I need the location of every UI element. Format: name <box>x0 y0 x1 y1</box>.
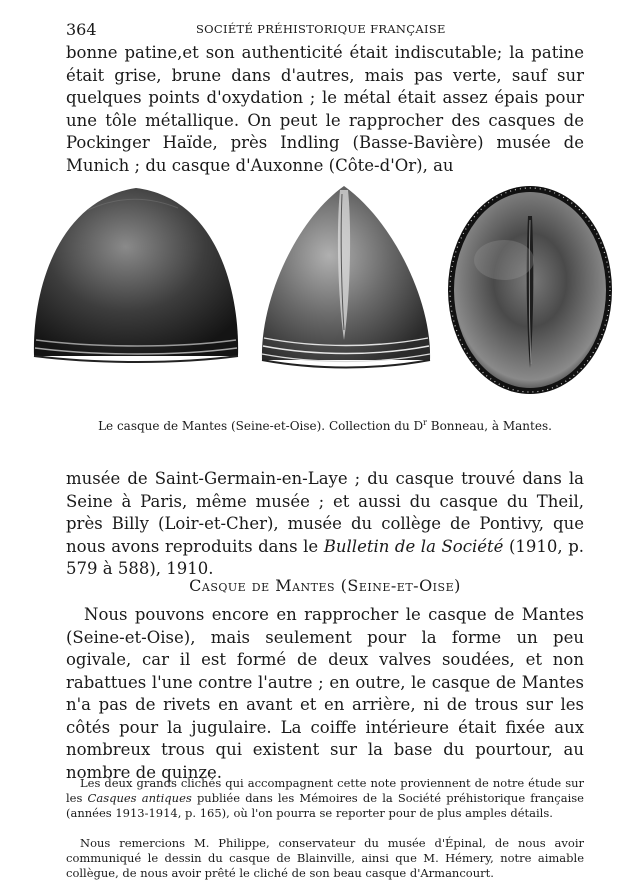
paragraph-3: Nous pouvons encore en rapprocher le casque de Mantes (Seine-et-Oise), mais seulement pour la forme un peu ogivale, car il est formé de deux valves soudées, et non rabattues l'une contre l'autre ; en outre, le casque de Mantes n'a pas de rivets en avant et en arrière, ni de trous sur les côtés pour la jugulaire. La coiffe intérieure était fixée aux nombreux trous qui existent sur la base du pourtour, au nombre de quinze. <box>66 605 584 782</box>
page-number: 364 <box>66 20 97 39</box>
helmet-top-photo <box>444 180 616 396</box>
helmet-front-photo <box>256 180 436 380</box>
footnote-1-end: publiée dans les Mémoires de la Société préhistorique française (années 1913-1914, p. 165), où l'on pourra se reporter pour de plus amples détails. <box>66 791 584 820</box>
figure-caption <box>66 418 584 433</box>
casques-antiques-title: Casques antiques <box>87 791 192 805</box>
footnote-2: Nous remercions M. Philippe, conservateur du musée d'Épinal, de nous avoir communiqué le dessin du casque de Blainville, ainsi que M. Hémery, notre aimable collègue, de nous avoir prêté le cliché de son beau casque d'Armancourt. <box>66 836 584 880</box>
section-title: Casque de Mantes (Seine-et-Oise) <box>189 576 461 595</box>
bulletin-title: Bulletin de la Société <box>323 536 504 556</box>
running-head: SOCIÉTÉ PRÉHISTORIQUE FRANÇAISE <box>196 22 446 36</box>
paragraph-2 <box>66 468 584 581</box>
caption-superscript: r <box>423 418 427 427</box>
helmet-side-photo <box>28 180 242 380</box>
paragraph-2-text: musée de Saint-Germain-en-Laye ; du casque trouvé dans la Seine à Paris, même musée ; et aussi du casque du Theil, près Billy (Loir-et-Cher), musée du collège de Pontivy, que nous avons reproduits dans le <box>66 469 584 556</box>
page-header <box>66 20 586 38</box>
footnote-1-text: Les deux grands clichés qui accompagnent cette note proviennent de notre étude sur les <box>66 776 584 805</box>
paragraph-1: bonne patine,et son authenticité était indiscutable; la patine était grise, brune dans d'autres, mais pas verte, sauf sur quelques points d'oxydation ; le métal était assez épais pour une tôle métallique. On peut le rapprocher des casques de Pockinger Haïde, près Indling (Basse-Bavière) musée de Munich ; du casque d'Auxonne (Côte-d'Or), au <box>66 43 584 175</box>
caption-text: Le casque de Mantes (Seine-et-Oise). Collection du D <box>98 419 424 433</box>
footnote-1 <box>66 776 584 821</box>
caption-text-end: Bonneau, à Mantes. <box>426 419 552 433</box>
paragraph-2-end: (1910, p. 579 à 588), 1910. <box>66 536 584 578</box>
